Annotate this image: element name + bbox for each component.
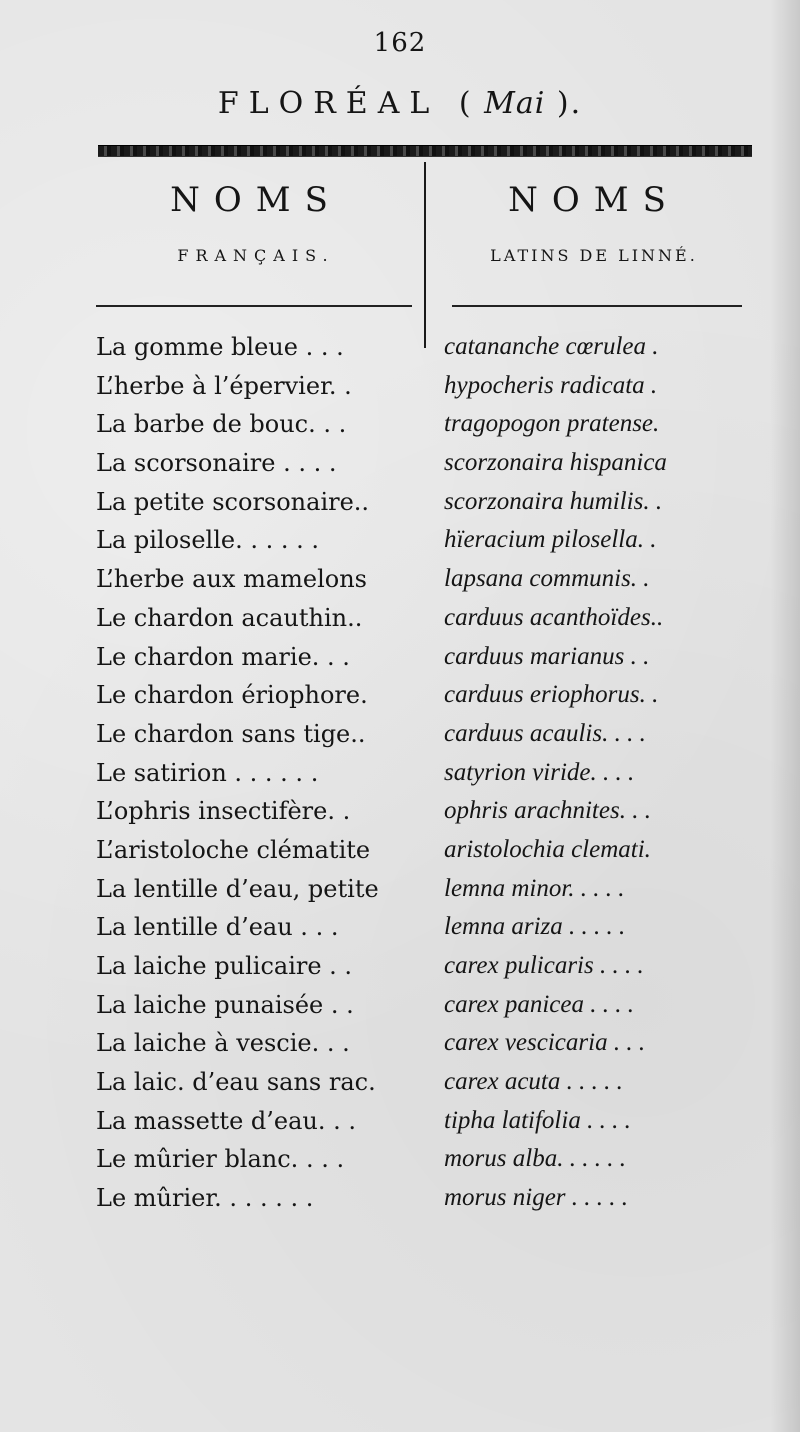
list-item: [96, 560, 760, 599]
list-item: [96, 986, 760, 1025]
column-divider: [424, 162, 426, 348]
list-item: [96, 754, 760, 793]
list-item: [96, 367, 760, 406]
french-name: Le chardon ériophore.: [96, 681, 368, 710]
french-name: Le mûrier. . . . . . .: [96, 1184, 314, 1213]
latin-name: tragopogon pratense.: [444, 410, 660, 438]
french-name: La gomme bleue . . .: [96, 333, 344, 361]
latin-name: scorzonaira hispanica: [444, 449, 667, 477]
header-rule-latin: [452, 305, 742, 307]
latin-name: ophris arachnites. . .: [444, 797, 651, 825]
ornamental-rule: [98, 145, 752, 157]
latin-name: hypocheris radicata .: [444, 371, 658, 399]
list-item: [96, 947, 760, 986]
column-subtitle-latin: LATINS DE LINNÉ.: [490, 246, 698, 265]
list-item: [96, 521, 760, 560]
page-heading: [0, 86, 800, 121]
latin-name: satyrion viride. . . .: [444, 758, 635, 786]
latin-name: morus niger . . . . .: [444, 1184, 629, 1212]
latin-name: hïeracium pilosella. .: [444, 526, 657, 554]
list-item: [96, 676, 760, 715]
page-edge-shadow: [770, 0, 800, 1432]
french-name: La petite scorsonaire..: [96, 487, 370, 516]
french-name: Le chardon marie. . .: [96, 642, 350, 671]
list-item: [96, 831, 760, 870]
latin-name: carex acuta . . . . .: [444, 1068, 623, 1096]
column-title-latin: NOMS: [508, 180, 680, 220]
latin-name: scorzonaira humilis. .: [444, 487, 663, 515]
french-name: La laiche punaisée . .: [96, 990, 354, 1019]
french-name: La lentille d’eau, petite: [96, 874, 379, 903]
latin-name: aristolochia clemati.: [444, 835, 651, 863]
plant-name-list: [96, 328, 760, 1218]
list-item: [96, 483, 760, 522]
latin-name: carex panicea . . . .: [444, 990, 634, 1018]
latin-name: catananche cœrulea .: [444, 333, 659, 360]
list-item: [96, 405, 760, 444]
latin-name: morus alba. . . . . .: [444, 1145, 626, 1173]
page-number: 162: [373, 28, 427, 58]
heading-close-paren: ).: [556, 86, 583, 121]
heading-month: Mai: [484, 86, 546, 121]
french-name: La laiche à vescie. . .: [96, 1029, 350, 1058]
french-name: Le chardon acauthin..: [96, 603, 363, 632]
french-name: Le chardon sans tige..: [96, 719, 366, 748]
french-name: La lentille d’eau . . .: [96, 913, 339, 942]
latin-name: lapsana communis. .: [444, 565, 650, 593]
french-name: L’herbe aux mamelons: [96, 565, 367, 594]
french-name: L’ophris insectifère. .: [96, 797, 351, 826]
latin-name: carduus marianus . .: [444, 642, 650, 670]
french-name: Le mûrier blanc. . . .: [96, 1145, 345, 1174]
column-title-french: NOMS: [170, 180, 342, 220]
latin-name: lemna ariza . . . . .: [444, 913, 626, 941]
latin-name: carduus acaulis. . . .: [444, 719, 646, 747]
french-name: La massette d’eau. . .: [96, 1106, 357, 1135]
latin-name: carduus acanthoïdes..: [444, 603, 664, 631]
french-name: Le satirion . . . . . .: [96, 758, 319, 787]
latin-name: carex vescicaria . . .: [444, 1029, 646, 1057]
list-item: [96, 1024, 760, 1063]
french-name: La barbe de bouc. . .: [96, 410, 347, 439]
list-item: [96, 908, 760, 947]
heading-month-group: [459, 86, 582, 121]
french-name: La scorsonaire . . . .: [96, 449, 337, 478]
list-item: [96, 444, 760, 483]
latin-name: carex pulicaris . . . .: [444, 952, 644, 979]
latin-name: lemna minor. . . . .: [444, 874, 625, 902]
french-name: La piloselle. . . . . .: [96, 526, 320, 555]
heading-open-paren: (: [458, 86, 473, 121]
list-item: [96, 1063, 760, 1102]
list-item: [96, 599, 760, 638]
header-rule-french: [96, 305, 412, 307]
list-item: [96, 715, 760, 754]
heading-main: FLORÉAL: [217, 86, 440, 121]
french-name: L’herbe à l’épervier. .: [96, 371, 352, 400]
list-item: [96, 1140, 760, 1179]
list-item: [96, 328, 760, 367]
list-item: [96, 1102, 760, 1141]
list-item: [96, 870, 760, 909]
latin-name: tipha latifolia . . . .: [444, 1106, 631, 1134]
column-subtitle-french: FRANÇAIS.: [177, 246, 335, 265]
list-item: [96, 1179, 760, 1218]
list-item: [96, 638, 760, 677]
french-name: La laic. d’eau sans rac.: [96, 1068, 376, 1097]
french-name: La laiche pulicaire . .: [96, 952, 353, 980]
list-item: [96, 792, 760, 831]
french-name: L’aristoloche clématite: [96, 835, 371, 864]
latin-name: carduus eriophorus. .: [444, 681, 659, 709]
